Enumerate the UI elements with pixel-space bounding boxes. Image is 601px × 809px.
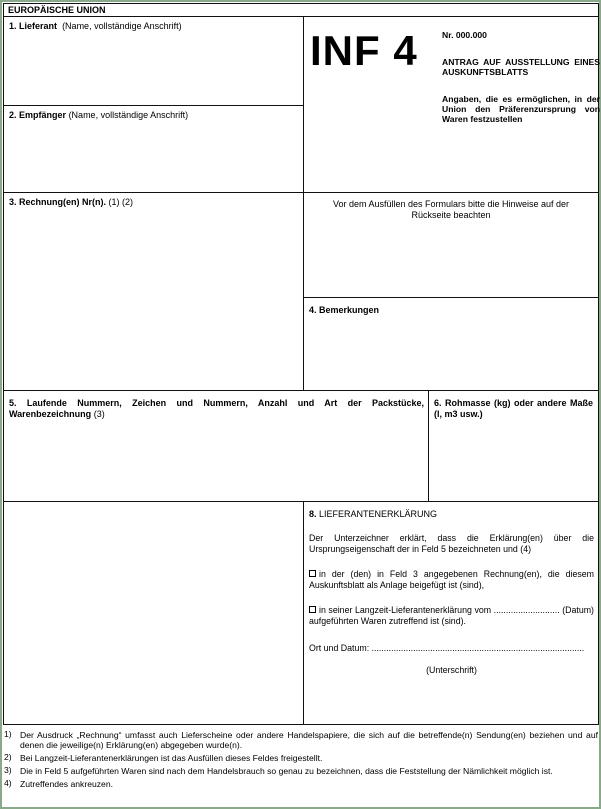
field-3-title: Rechnung(en) Nr(n). [19, 197, 107, 207]
signature-label: (Unterschrift) [426, 665, 477, 675]
field-1-supplier[interactable] [4, 17, 304, 106]
footnote-4-mark: 4) [4, 778, 12, 788]
inf4-form [3, 3, 599, 725]
field-5-number: 5. [9, 398, 17, 408]
field-2-recipient[interactable] [4, 106, 304, 193]
footnote-2-mark: 2) [4, 752, 12, 762]
form-header-box [304, 17, 598, 193]
footnote-1-text: Der Ausdruck „Rechnung“ umfasst auch Lieferscheine oder andere Handelspapiere, die sich auf die betreffende(n) Sendung(en) beziehen und auf denen die jeweilige(n) Erklärung(en) abgegeben wurde(n). [20, 730, 598, 750]
field-6-title: Rohmasse (kg) oder andere Maße (l, m3 usw.) [434, 398, 593, 419]
declaration-body [309, 533, 594, 676]
declaration-option-2 [309, 605, 594, 627]
instructions-box [304, 193, 598, 298]
field-2-title: Empfänger [19, 110, 67, 120]
field-8-label [309, 509, 437, 520]
field-2-hint: (Name, vollständige Anschrift) [68, 110, 189, 120]
form-purpose: Angaben, die es ermöglichen, in der Union den Präferenzursprung von Waren festzustellen [442, 94, 600, 124]
footnote-1 [4, 730, 598, 750]
field-8-title: LIEFERANTENERKLÄRUNG [319, 509, 438, 519]
field-3-number: 3. [9, 197, 17, 207]
field-1-label [9, 21, 182, 32]
field-4-label [309, 305, 379, 316]
field-4-remarks[interactable] [304, 298, 598, 391]
form-number: Nr. 000.000 [442, 30, 487, 40]
field-2-number: 2. [9, 110, 17, 120]
field-5-label [9, 398, 424, 420]
form-code: INF 4 [310, 27, 418, 74]
field-5-ref: (3) [93, 409, 105, 419]
place-date-line[interactable]: Ort und Datum: ....................................................................................... [309, 643, 585, 653]
field-6-number: 6. [434, 398, 442, 408]
field-5-goods[interactable] [4, 391, 429, 502]
field-1-title: Lieferant [19, 21, 58, 31]
footnote-2 [4, 753, 598, 763]
field-1-number: 1. [9, 21, 17, 31]
union-header [4, 4, 598, 17]
field-4-number: 4. [309, 305, 317, 315]
field-5-title: Laufende Nummern, Zeichen und Nummern, Anzahl und Art der Packstücke, Warenbezeichnung [9, 398, 424, 419]
field-4-title: Bemerkungen [319, 305, 380, 315]
option-2-checkbox[interactable] [309, 606, 316, 613]
field-3-refs: (1) (2) [108, 197, 134, 207]
field-2-label [9, 110, 188, 121]
footnote-2-text: Bei Langzeit-Lieferantenerklärungen ist das Ausfüllen dieses Feldes freigestellt. [20, 753, 323, 763]
declaration-intro: Der Unterzeichner erklärt, dass die Erklärung(en) über die Ursprungseigenschaft der in Feld 5 bezeichneten und (4) [309, 533, 594, 554]
option-2-text: in seiner Langzeit-Lieferantenerklärung vom ........................... (Datum) aufgeführten Waren zutreffend ist (sind). [309, 605, 594, 626]
instructions-text: Vor dem Ausfüllen des Formulars bitte die Hinweise auf der Rückseite beachten [332, 199, 570, 220]
form-request-title: ANTRAG AUF AUSSTELLUNG EINES AUSKUNFTSBLATTS [442, 57, 600, 77]
footnote-4-text: Zutreffendes ankreuzen. [20, 779, 113, 789]
field-3-label [9, 197, 133, 208]
field-1-hint: (Name, vollständige Anschrift) [62, 21, 182, 31]
field-8-number: 8. [309, 509, 317, 519]
footnotes [4, 730, 598, 792]
field-6-label [434, 398, 593, 420]
footnote-1-mark: 1) [4, 729, 12, 739]
field-8-declaration [304, 502, 598, 724]
field-6-mass[interactable] [429, 391, 598, 502]
option-1-checkbox[interactable] [309, 570, 316, 577]
footnote-3-text: Die in Feld 5 aufgeführten Waren sind nach dem Handelsbrauch so genau zu bezeichnen, dass die Feststellung der Nämlichkeit möglich ist. [20, 766, 553, 776]
field-5-continuation[interactable] [4, 502, 304, 724]
declaration-option-1 [309, 569, 594, 591]
form-header-text [442, 30, 600, 124]
footnote-3 [4, 766, 598, 776]
field-3-invoices[interactable] [4, 193, 304, 391]
union-label: EUROPÄISCHE UNION [8, 5, 106, 15]
option-1-text: in der (den) in Feld 3 angegebenen Rechnung(en), die diesem Auskunftsblatt als Anlage beigefügt ist (sind), [309, 569, 594, 590]
footnote-4 [4, 779, 598, 789]
footnote-3-mark: 3) [4, 765, 12, 775]
